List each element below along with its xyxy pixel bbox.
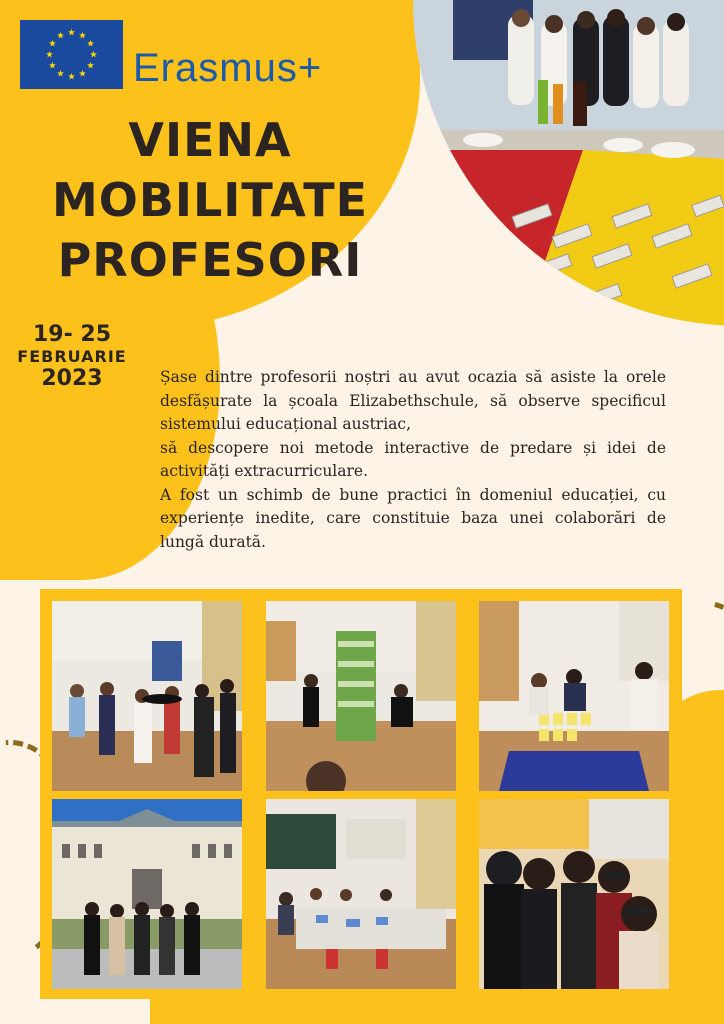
event-dates [8,322,136,391]
title-line-2: MOBILITATE [51,173,369,227]
photo-tower-game [266,601,456,791]
photo-belvedere-palace [52,799,242,989]
date-month: FEBRUARIE [17,347,127,366]
photo-children-dancing [52,601,242,791]
title-line-3: PROFESORI [57,233,363,287]
description [160,366,666,554]
date-year: 2023 [41,366,103,391]
photo-cards-on-mat [479,601,669,791]
photo-classroom [266,799,456,989]
date-range: 19- 25 [32,322,112,347]
hero-photo [413,0,724,326]
description-paragraph-2: să descopere noi metode interactive de predare și idei de activități extracurriculare. [160,438,666,480]
photo-masks-selfie [479,799,669,989]
description-paragraph-1: Șase dintre profesorii noștri au avut ocazia să asiste la orele desfășurate la școala Elizabethschule, să observe specificul sistemului educațional austriac, [160,368,666,433]
eu-flag-icon [20,20,123,89]
page-title [20,110,400,290]
description-paragraph-3: A fost un schimb de bune practici în domeniul educației, cu experiențe inedite, care constituie baza unei colaborări de lungă durată. [160,485,666,551]
erasmus-logo-text: Erasmus+ [133,46,323,90]
photo-collage [40,589,682,999]
title-line-1: VIENA [128,113,292,167]
